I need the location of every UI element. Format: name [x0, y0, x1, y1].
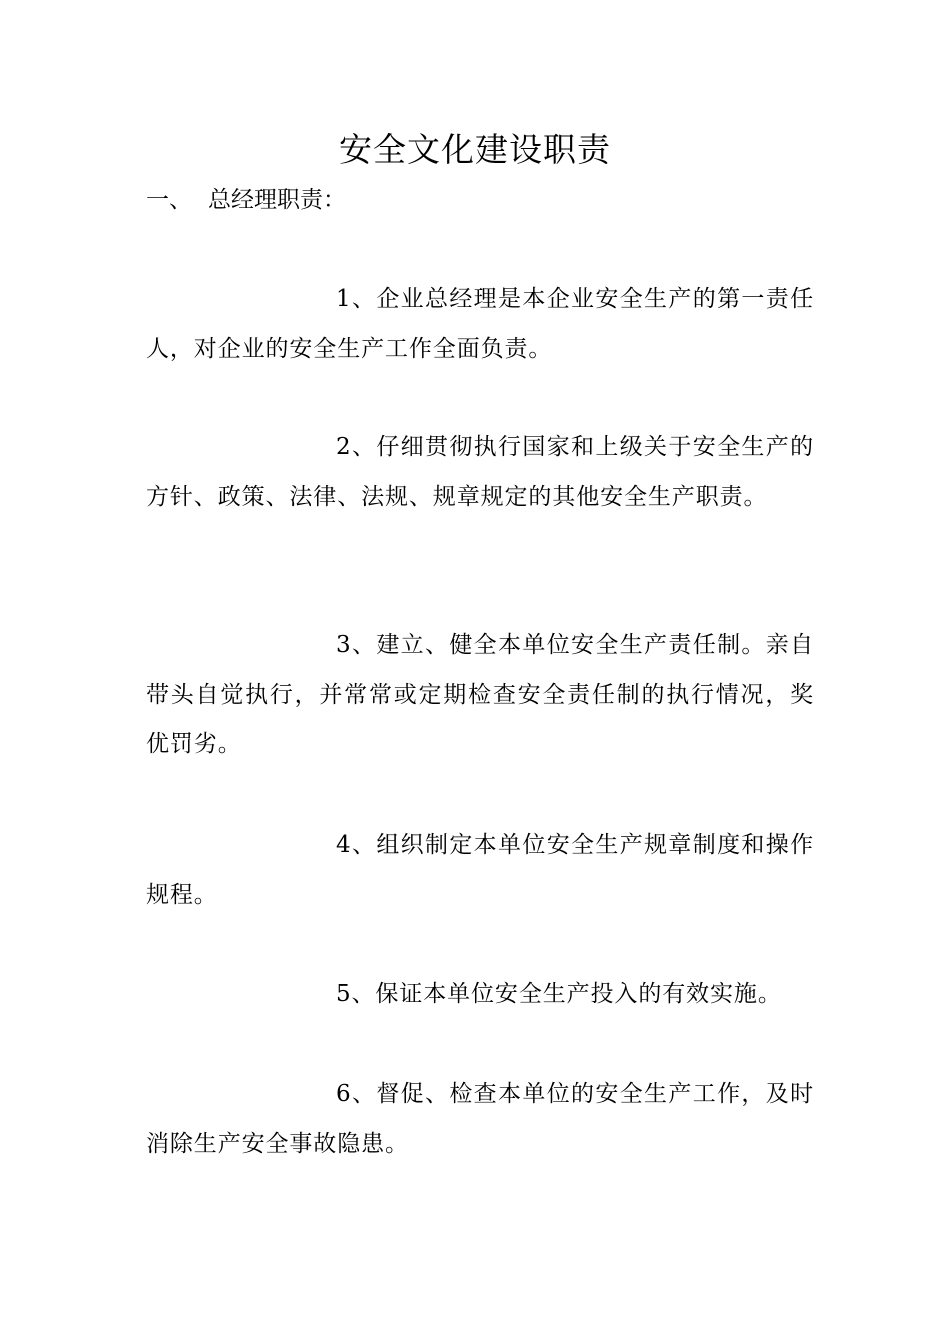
- duty-paragraph-4: 4、组织制定本单位安全生产规章制度和操作规程。: [146, 832, 814, 908]
- section-heading-text: 总经理职责：: [208, 187, 346, 213]
- section-number: 一、: [146, 187, 192, 213]
- duty-paragraph-6: 6、督促、检查本单位的安全生产工作，及时消除生产安全事故隐患。: [146, 1081, 814, 1157]
- section-heading: [146, 180, 346, 220]
- document-title: 安全文化建设职责: [339, 130, 611, 169]
- duty-paragraph-2: 2、仔细贯彻执行国家和上级关于安全生产的方针、政策、法律、法规、规章规定的其他安全生产职责。: [146, 434, 814, 510]
- duty-paragraph-1: 1、企业总经理是本企业安全生产的第一责任人，对企业的安全生产工作全面负责。: [146, 286, 814, 362]
- duty-paragraph-5: 5、保证本单位安全生产投入的有效实施。: [336, 981, 782, 1007]
- duty-paragraph-3: 3、建立、健全本单位安全生产责任制。亲自带头自觉执行，并常常或定期检查安全责任制的执行情况，奖优罚劣。: [146, 632, 814, 757]
